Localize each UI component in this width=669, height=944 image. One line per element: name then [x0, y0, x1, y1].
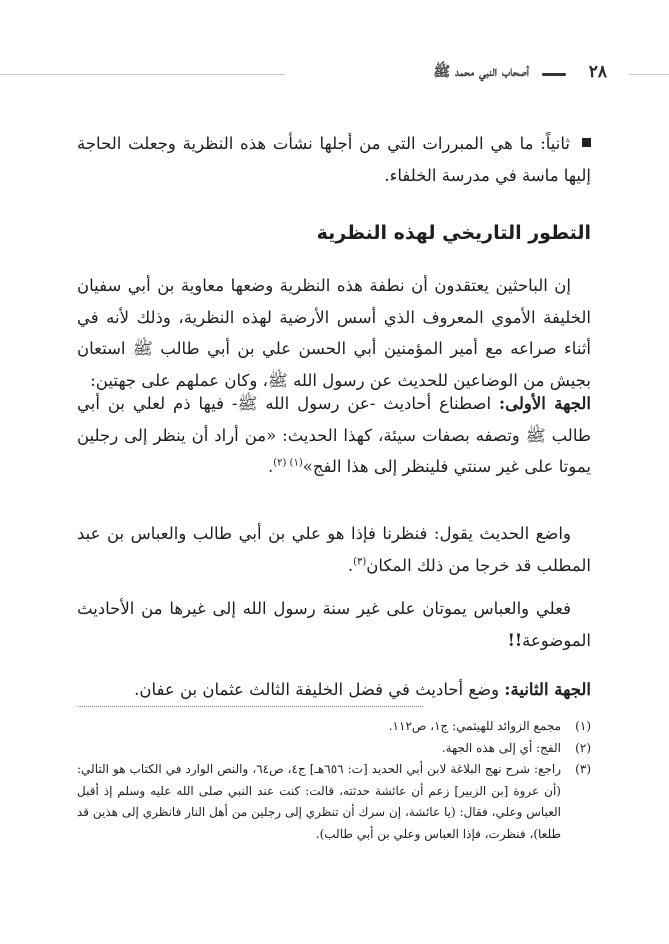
running-title: أصحاب النبي محمد ﷺ: [433, 64, 529, 80]
footnotes: [77, 716, 591, 845]
footnote-text: مجمع الزوائد للهيثمي: ج١، ص١١٢.: [388, 719, 561, 733]
header-rule-right: [629, 74, 669, 75]
footnote-1: [77, 716, 591, 738]
bullet-item: [77, 128, 591, 191]
square-bullet-icon: [582, 138, 591, 147]
footnote-3: [77, 759, 591, 845]
footnote-number: (٣): [575, 762, 591, 776]
narrator-text: واضع الحديث يقول: فنظرنا فإذا هو علي بن أبي طالب والعباس بن عبد المطلب قد خرجا من ذلك المكان: [77, 524, 591, 575]
conclusion-exclamation: !!: [507, 630, 523, 650]
footnote-ref-3: (٣): [353, 556, 367, 567]
paragraph-second-aspect: [77, 674, 591, 706]
footnote-separator: [78, 706, 423, 707]
second-aspect-label: الجهة الثانية:: [504, 680, 591, 699]
page-number: ٢٨: [588, 62, 607, 82]
footnote-number: (١): [575, 719, 591, 733]
narrator-end: .: [347, 555, 354, 575]
paragraph-narrator: [77, 518, 591, 581]
paragraph-conclusion: [77, 593, 591, 656]
footnote-text: راجع: شرح نهج البلاغة لابن أبي الحديد [ت: ٦٥٦هـ] ج٤، ص٦٤، والنص الوارد في الكتاب هو التالي: (أن عروة [بن الزبير] زعم أن عائشة حدثته، قالت: كنت عند النبي صلى الله عليه وسلم إذ أقبل العباس وعلي، فقال: (يا عائشة، إن سرك أن تنظري إلى رجلين من أهل النار فانظري إلى هذين قد طلعا)، فنظرت، فإذا العباس وعلي بن أبي طالب).: [77, 762, 561, 841]
page-header: [0, 60, 669, 88]
paragraph-first-aspect: [77, 388, 591, 483]
conclusion-text: فعلي والعباس يموتان على غير سنة رسول الله إلى غيرها من الأحاديث الموضوعة: [77, 599, 591, 650]
footnote-number: (٢): [575, 740, 591, 755]
header-rule: [0, 74, 285, 75]
footnote-2: [77, 738, 591, 760]
page-number-dash: [542, 73, 566, 76]
first-aspect-end: .: [267, 457, 274, 476]
first-aspect-label: الجهة الأولى:: [499, 394, 591, 413]
bullet-text: ثانياً: ما هي المبررات التي من أجلها نشأت هذه النظرية وجعلت الحاجة إليها ماسة في مدرسة الخلفاء.: [77, 134, 591, 185]
footnote-refs-1-2: (١) (٢): [273, 457, 303, 469]
first-aspect-text: اصطناع أحاديث -عن رسول الله ﷺ- فيها ذم لعلي بن أبي طالب ﷺ وتصفه بصفات سيئة، كهذا الحديث: «من أراد أن ينظر إلى رجلين يموتا على غير سنتي فلينظر إلى هذا الفج»: [77, 394, 591, 476]
footnote-text: الفج: أي إلى هذه الجهة.: [441, 740, 561, 755]
second-aspect-text: وضع أحاديث في فضل الخليفة الثالث عثمان بن عفان.: [134, 680, 505, 699]
section-heading: التطور التاريخي لهذه النظرية: [316, 222, 591, 244]
paragraph-intro: إن الباحثين يعتقدون أن نطفة هذه النظرية وضعها معاوية بن أبي سفيان الخليفة الأموي المعروف الذي أسس الأرضية لهذه النظرية، وذلك لأنه في أثناء صراعه مع أمير المؤمنين أبي الحسن علي بن أبي طالب ﷺ استعان بجيش من الوضاعين للحديث عن رسول الله ﷺ، وكان عملهم على جهتين:: [77, 276, 591, 390]
